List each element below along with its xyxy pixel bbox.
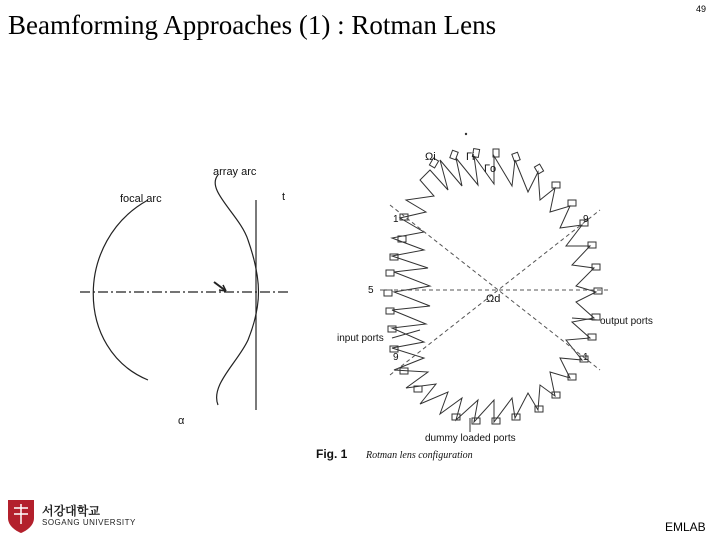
university-name-korean: 서강대학교 bbox=[42, 504, 100, 518]
lens-zigzag-outline bbox=[392, 156, 596, 422]
footer-label: EMLAB bbox=[665, 520, 706, 534]
slide-title: Beamforming Approaches (1) : Rotman Lens bbox=[8, 10, 497, 40]
t-label: t bbox=[282, 191, 286, 203]
gamma-i-label: Γi bbox=[466, 151, 475, 163]
university-crest-icon bbox=[6, 498, 36, 534]
input-ports-label: input ports bbox=[337, 333, 384, 344]
port-9-bottom-label: 9 bbox=[393, 352, 399, 363]
gamma-o-label: Γo bbox=[484, 163, 497, 175]
university-name-english: SOGANG UNIVERSITY bbox=[42, 518, 136, 527]
output-ports-label: output ports bbox=[600, 316, 653, 327]
array-arc-label: array arc bbox=[213, 166, 257, 178]
omega-i-label: Ωi bbox=[425, 151, 436, 163]
port-9-top-label: 9 bbox=[583, 214, 589, 225]
dummy-loaded-ports-label: dummy loaded ports bbox=[425, 433, 516, 444]
port-1-bottom-label: 1 bbox=[583, 352, 589, 363]
figure-caption-label: Fig. 1 bbox=[316, 447, 348, 461]
figure-caption-text: Rotman lens configuration bbox=[366, 450, 473, 461]
left-diagram bbox=[80, 175, 290, 410]
page-number: 49 bbox=[696, 4, 707, 14]
port-5-label: 5 bbox=[368, 285, 374, 296]
university-logo bbox=[6, 498, 136, 534]
focal-arc-label: focal arc bbox=[120, 193, 162, 205]
guide-lines bbox=[380, 205, 610, 375]
focal-arc bbox=[93, 200, 148, 380]
port-1-top-label: 1 bbox=[393, 214, 399, 225]
alpha-label: α bbox=[178, 415, 185, 427]
lens-diagram bbox=[380, 149, 610, 432]
port-stubs bbox=[384, 149, 602, 424]
omega-d-label: Ωd bbox=[486, 293, 501, 305]
